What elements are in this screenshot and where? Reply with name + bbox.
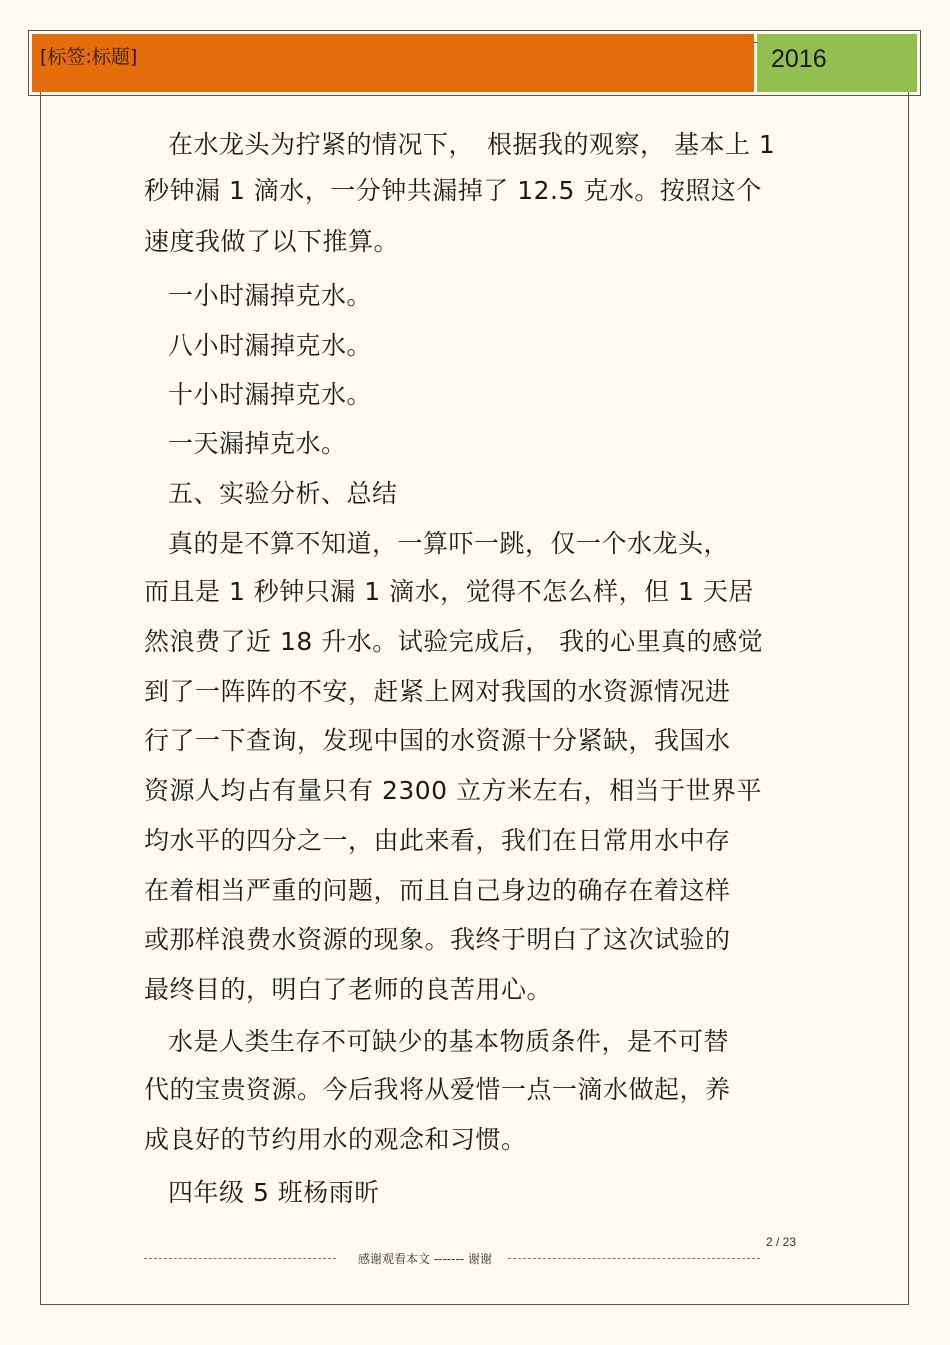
header-title-bar: [32, 34, 754, 92]
text-line: 而且是 1 秒钟只漏 1 滴水，觉得不怎么样，但 1 天居: [144, 577, 754, 606]
text-line: 均水平的四分之一，由此来看，我们在日常用水中存: [144, 826, 731, 855]
text-line: 一小时漏掉克水。: [168, 281, 373, 310]
text-line: 在着相当严重的问题，而且自己身边的确存在着这样: [144, 876, 731, 905]
author-signature: 四年级 5 班杨雨昕: [168, 1178, 380, 1207]
page-number: 2 / 23: [766, 1235, 797, 1249]
text-line: 然浪费了近 18 升水。试验完成后， 我的心里真的感觉: [144, 627, 764, 656]
text-line: 最终目的，明白了老师的良苦用心。: [144, 975, 553, 1004]
text-line: 速度我做了以下推算。: [144, 227, 400, 256]
text-line: 行了一下查询，发现中国的水资源十分紧缺，我国水: [144, 726, 731, 755]
section-heading: 五、实验分析、总结: [168, 479, 398, 508]
text-line: 在水龙头为拧紧的情况下， 根据我的观察， 基本上 1: [168, 130, 776, 159]
text-line: 真的是不算不知道，一算吓一跳，仅一个水龙头，: [168, 529, 730, 558]
text-line: 资源人均占有量只有 2300 立方米左右，相当于世界平: [144, 776, 763, 805]
footer-divider-right: [508, 1258, 760, 1259]
text-line: 水是人类生存不可缺少的基本物质条件，是不可替: [168, 1027, 730, 1056]
text-line: 秒钟漏 1 滴水，一分钟共漏掉了 12.5 克水。按照这个: [144, 176, 762, 205]
header-year: 2016: [771, 45, 827, 73]
footer-divider-left: [144, 1258, 336, 1259]
text-line: 十小时漏掉克水。: [168, 380, 373, 409]
text-line: 代的宝贵资源。今后我将从爱惜一点一滴水做起，养: [144, 1075, 731, 1104]
text-line: 八小时漏掉克水。: [168, 331, 373, 360]
header-label: [标签:标题]: [40, 46, 138, 68]
text-line: 一天漏掉克水。: [168, 429, 347, 458]
footer-thanks-text: 感谢观看本文 ------- 谢谢: [358, 1252, 492, 1266]
text-line: 到了一阵阵的不安，赶紧上网对我国的水资源情况进: [144, 677, 731, 706]
text-line: 或那样浪费水资源的现象。我终于明白了这次试验的: [144, 925, 731, 954]
text-line: 成良好的节约用水的观念和习惯。: [144, 1125, 527, 1154]
